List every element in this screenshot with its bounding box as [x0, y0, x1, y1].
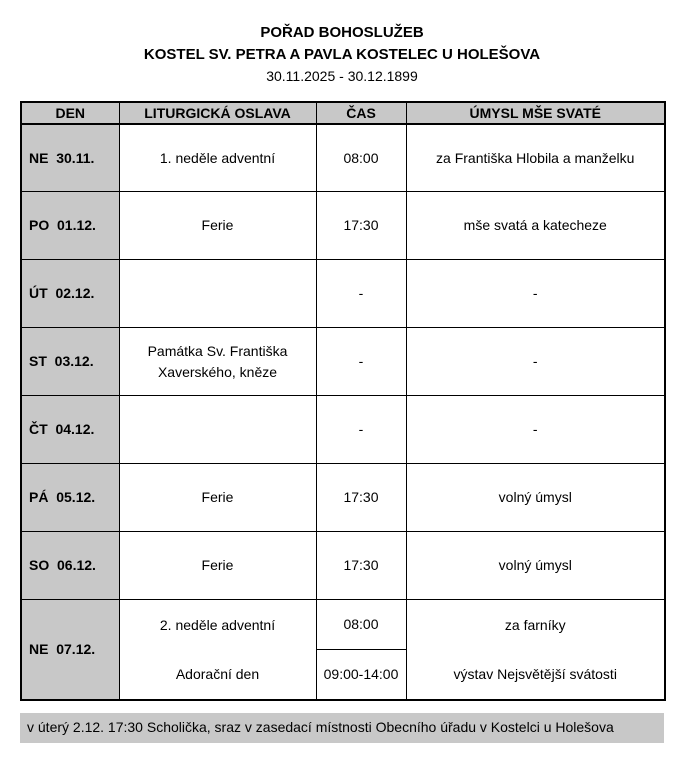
table-row	[21, 260, 665, 328]
intention-cell: mše svatá a katecheze	[406, 192, 665, 260]
page-title: POŘAD BOHOSLUŽEB	[260, 24, 424, 41]
intention-cell: za farníky	[406, 600, 665, 650]
intention-cell: za Františka Hlobila a manželku	[406, 124, 665, 192]
celebration-cell: Ferie	[119, 532, 316, 600]
page-subtitle: KOSTEL SV. PETRA A PAVLA KOSTELEC U HOLEŠOVA	[143, 45, 541, 63]
celebration-cell: Adorační den	[119, 650, 316, 700]
table-row	[21, 328, 665, 396]
table-row	[21, 192, 665, 260]
table-row	[21, 124, 665, 192]
intention-cell: -	[406, 260, 665, 328]
intention-cell: volný úmysl	[406, 464, 665, 532]
table-header-row	[21, 102, 665, 124]
celebration-cell: Památka Sv. Františka Xaverského, kněze	[119, 328, 316, 396]
table-row	[21, 396, 665, 464]
column-header-cas: ČAS	[316, 102, 406, 124]
celebration-cell	[119, 396, 316, 464]
time-cell: 17:30	[316, 464, 406, 532]
intention-cell: výstav Nejsvětější svátosti	[406, 650, 665, 700]
time-cell: 08:00	[316, 124, 406, 192]
column-header-umysl: ÚMYSL MŠE SVATÉ	[406, 102, 665, 124]
time-cell: 17:30	[316, 192, 406, 260]
time-cell: 17:30	[316, 532, 406, 600]
day-cell: PÁ 05.12.	[21, 464, 119, 532]
schedule-table	[20, 101, 666, 701]
day-cell: NE 30.11.	[21, 124, 119, 192]
time-cell: -	[316, 396, 406, 464]
table-row	[21, 600, 665, 650]
day-cell: SO 06.12.	[21, 532, 119, 600]
time-cell: -	[316, 260, 406, 328]
intention-cell: -	[406, 328, 665, 396]
day-cell: ST 03.12.	[21, 328, 119, 396]
time-cell: 08:00	[316, 600, 406, 650]
intention-cell: volný úmysl	[406, 532, 665, 600]
day-cell: ČT 04.12.	[21, 396, 119, 464]
table-row	[21, 532, 665, 600]
footer-note: v úterý 2.12. 17:30 Scholička, sraz v zasedací místnosti Obecního úřadu v Kostelci u Holešova	[20, 713, 664, 743]
document-header	[20, 22, 664, 87]
celebration-cell: 1. neděle adventní	[119, 124, 316, 192]
date-range: 30.11.2025 - 30.12.1899	[266, 67, 418, 84]
celebration-cell: Ferie	[119, 464, 316, 532]
day-cell: PO 01.12.	[21, 192, 119, 260]
table-row	[21, 464, 665, 532]
day-cell: ÚT 02.12.	[21, 260, 119, 328]
day-cell: NE 07.12.	[21, 600, 119, 700]
time-cell: 09:00-14:00	[316, 650, 406, 700]
time-cell: -	[316, 328, 406, 396]
celebration-cell: 2. neděle adventní	[119, 600, 316, 650]
column-header-den: DEN	[21, 102, 119, 124]
celebration-cell: Ferie	[119, 192, 316, 260]
intention-cell: -	[406, 396, 665, 464]
celebration-cell	[119, 260, 316, 328]
column-header-liturgicka-oslava: LITURGICKÁ OSLAVA	[119, 102, 316, 124]
